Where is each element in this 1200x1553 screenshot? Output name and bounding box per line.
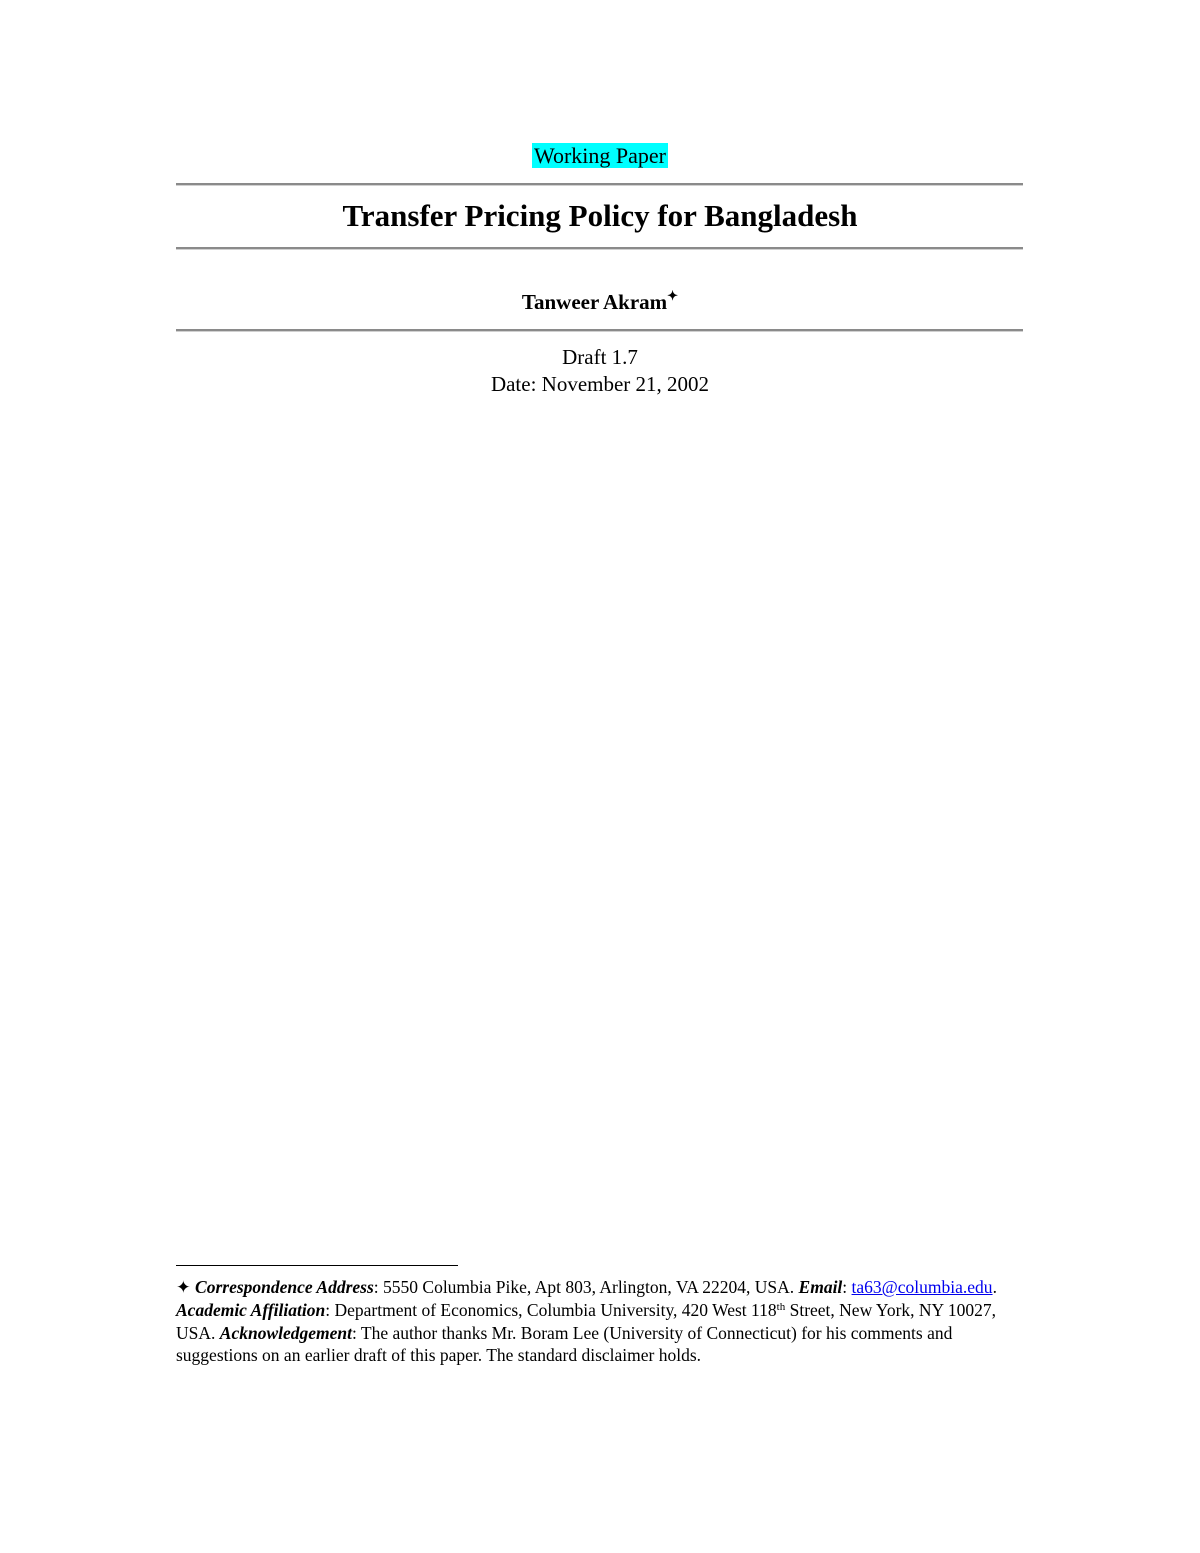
email-label: Email [798,1277,843,1297]
author-line [0,287,1200,317]
email-sep: : [842,1277,852,1297]
email-after: . [992,1277,997,1297]
affiliation-label: Academic Affiliation [176,1299,326,1320]
horizontal-rule-top [176,183,1023,186]
footnote [176,1276,1006,1367]
working-paper-label-wrap [0,141,1200,171]
author-footnote-mark[interactable]: ✦ [667,288,679,303]
author-name: Tanweer Akram [521,290,668,314]
affiliation-text: : Department of Economics, Columbia University, 420 West 118 [325,1299,777,1320]
horizontal-rule-middle [176,247,1023,250]
affiliation-ordinal: th [776,1300,786,1313]
draft-date: Date: November 21, 2002 [490,372,710,396]
correspondence-text: : 5550 Columbia Pike, Apt 803, Arlington, VA 22204, USA. [373,1277,799,1297]
correspondence-label: Correspondence Address [195,1277,374,1297]
footnote-mark: ✦ [176,1277,191,1297]
paper-title: Transfer Pricing Policy for Bangladesh [342,198,858,233]
draft-version: Draft 1.7 [562,345,638,369]
horizontal-rule-bottom [176,329,1023,332]
affiliation-text-2: Street, New York, NY 10027, USA. [176,1299,997,1343]
footnote-separator [176,1265,458,1266]
working-paper-label: Working Paper [533,143,667,168]
email-link[interactable]: ta63@columbia.edu [851,1277,993,1297]
acknowledgement-text: : The author thanks Mr. Boram Lee (University of Connecticut) for his comments and suggestions on an earlier draft of this paper. The standard disclaimer holds. [176,1322,953,1366]
acknowledgement-label: Acknowledgement [219,1322,352,1343]
